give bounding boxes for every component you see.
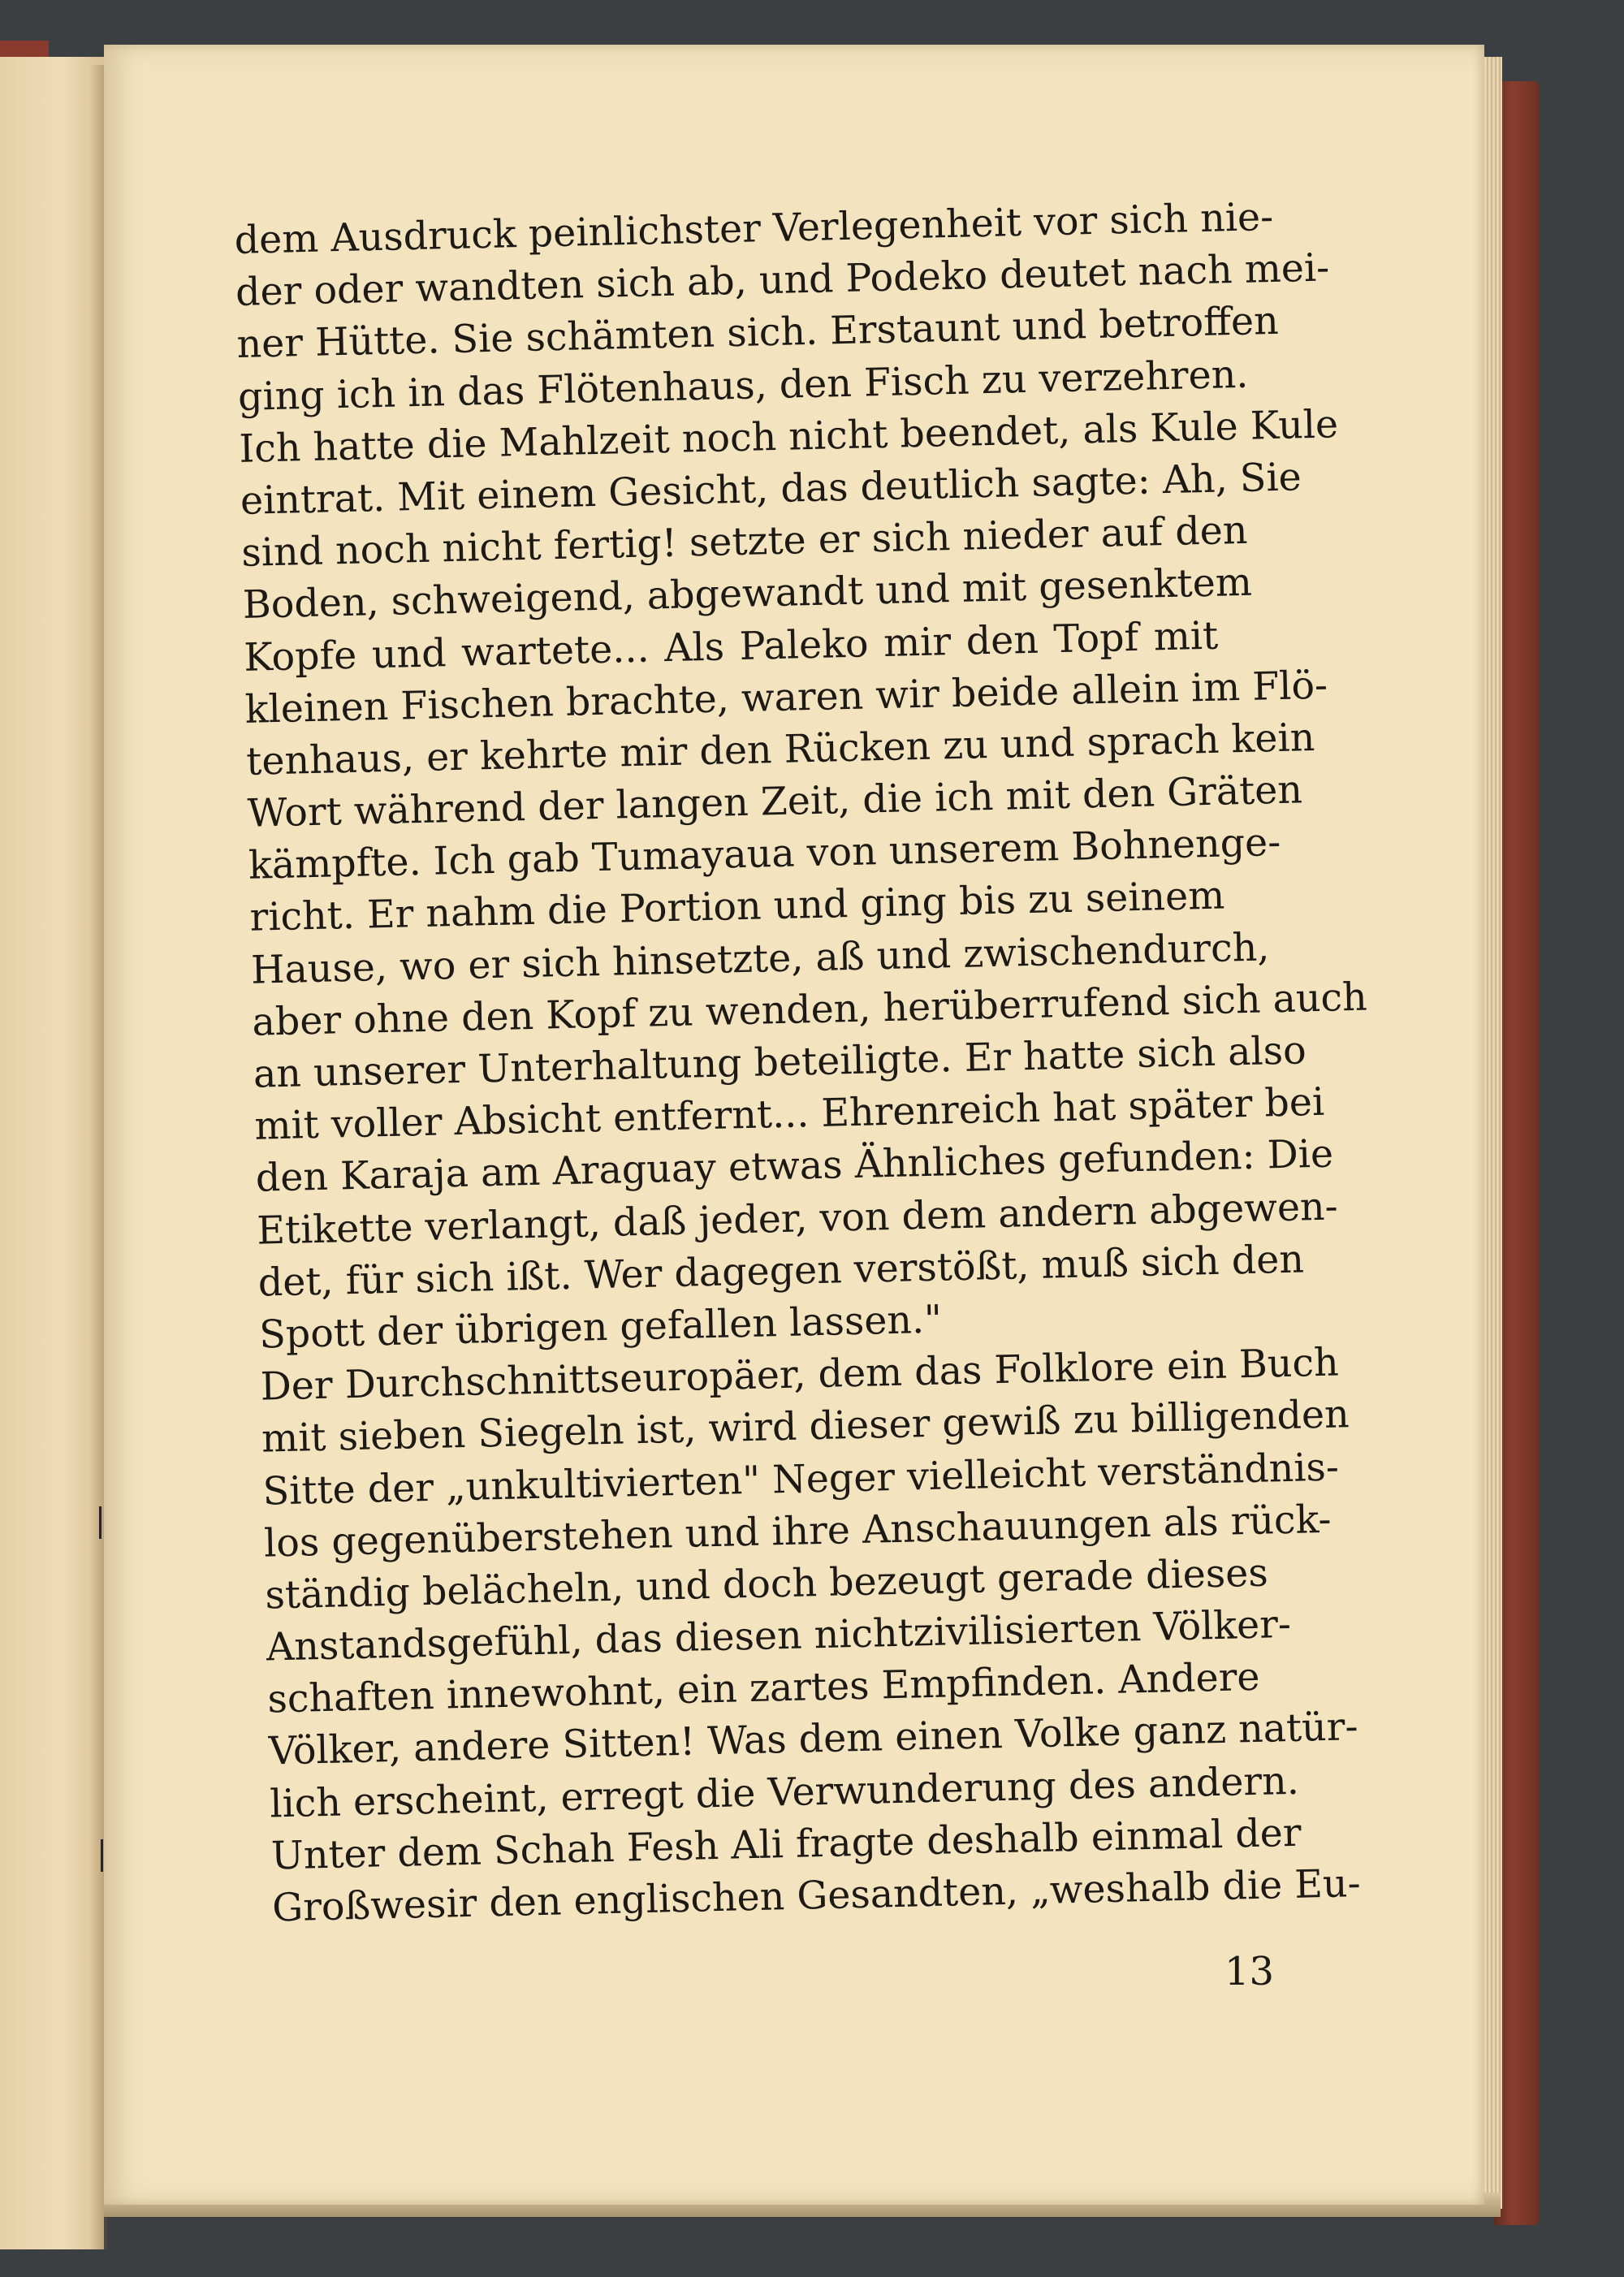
text-line: ging ich in das Flötenhaus, den Fisch zu verzehren. bbox=[237, 352, 1249, 420]
margin-mark bbox=[101, 1839, 103, 1872]
text-line: sind noch nicht fertig! setzte er sich nieder auf den bbox=[240, 508, 1248, 577]
margin-mark bbox=[99, 1506, 102, 1539]
text-line: dem Ausdruck peinlichster Verlegenheit vor sich nie- bbox=[234, 194, 1274, 263]
text-line: ner Hütte. Sie schämten sich. Erstaunt und betroffen bbox=[236, 299, 1280, 368]
text-line: Spott der übrigen gefallen lassen." bbox=[258, 1297, 943, 1358]
text-line: eintrat. Mit einem Gesicht, das deutlich sagte: Ah, Sie bbox=[240, 455, 1302, 524]
text-line: schaften innewohnt, ein zartes Empfinden. Andere bbox=[266, 1655, 1261, 1722]
text-line: Kopfe und wartete... Als Paleko mir den Topf mit bbox=[243, 613, 1219, 681]
facing-page-edge bbox=[0, 57, 104, 2249]
text-line: den Karaja am Araguay etwas Ähnliches gefunden: Die bbox=[255, 1131, 1334, 1202]
book-page bbox=[104, 45, 1484, 2205]
text-line: Unter dem Schah Fesh Ali fragte deshalb einmal der bbox=[270, 1810, 1302, 1879]
text-line: Großwesir den englischen Gesandten, „weshalb die Eu- bbox=[271, 1861, 1362, 1931]
text-line: der oder wandten sich ab, und Podeko deutet nach mei- bbox=[235, 245, 1330, 316]
text-line: mit sieben Siegeln ist, wird dieser gewiß zu billigenden bbox=[261, 1392, 1350, 1462]
text-line: richt. Er nahm die Portion und ging bis zu seinem bbox=[249, 873, 1225, 941]
text-line: Ich hatte die Mahlzeit noch nicht beendet, als Kule Kule bbox=[238, 401, 1339, 472]
text-line: los gegenüberstehen und ihre Anschauungen als rück- bbox=[263, 1497, 1332, 1566]
text-line: mit voller Absicht entfernt... Ehrenreich hat später bei bbox=[253, 1080, 1325, 1149]
text-line: ständig belächeln, und doch bezeugt gerade dieses bbox=[264, 1550, 1269, 1618]
text-line: Etikette verlangt, daß jeder, von dem andern abgewen- bbox=[256, 1184, 1339, 1254]
text-line: Anstandsgefühl, das diesen nichtzivilisierten Völker- bbox=[266, 1601, 1292, 1670]
text-line: Wort während der langen Zeit, die ich mit den Gräten bbox=[247, 767, 1303, 836]
text-line: Hause, wo er sich hinsetzte, aß und zwischendurch, bbox=[250, 924, 1270, 993]
text-line: det, für sich ißt. Wer dagegen verstößt, muß sich den bbox=[257, 1237, 1305, 1306]
page-number: 13 bbox=[1224, 1949, 1275, 1994]
text-line: kämpfte. Ich gab Tumayaua von unserem Bohnenge- bbox=[248, 820, 1281, 889]
text-line: Völker, andere Sitten! Was dem einen Volke ganz natür- bbox=[268, 1705, 1359, 1774]
text-line: Sitte der „unkultivierten" Neger vielleicht verständnis- bbox=[262, 1445, 1340, 1514]
text-line: Der Durchschnittseuropäer, dem das Folklore ein Buch bbox=[260, 1340, 1340, 1410]
text-line: an unserer Unterhaltung beteiligte. Er hatte sich also bbox=[253, 1028, 1307, 1097]
text-line: aber ohne den Kopf zu wenden, herüberrufend sich auch bbox=[251, 974, 1368, 1045]
text-line: Boden, schweigend, abgewandt und mit gesenktem bbox=[242, 560, 1253, 629]
text-line: kleinen Fischen brachte, waren wir beide allein im Flö- bbox=[244, 663, 1328, 732]
text-line: tenhaus, er kehrte mir den Rücken zu und sprach kein bbox=[245, 715, 1315, 784]
text-line: lich erscheint, erregt die Verwunderung des andern. bbox=[269, 1758, 1300, 1827]
body-text bbox=[234, 190, 1393, 1935]
